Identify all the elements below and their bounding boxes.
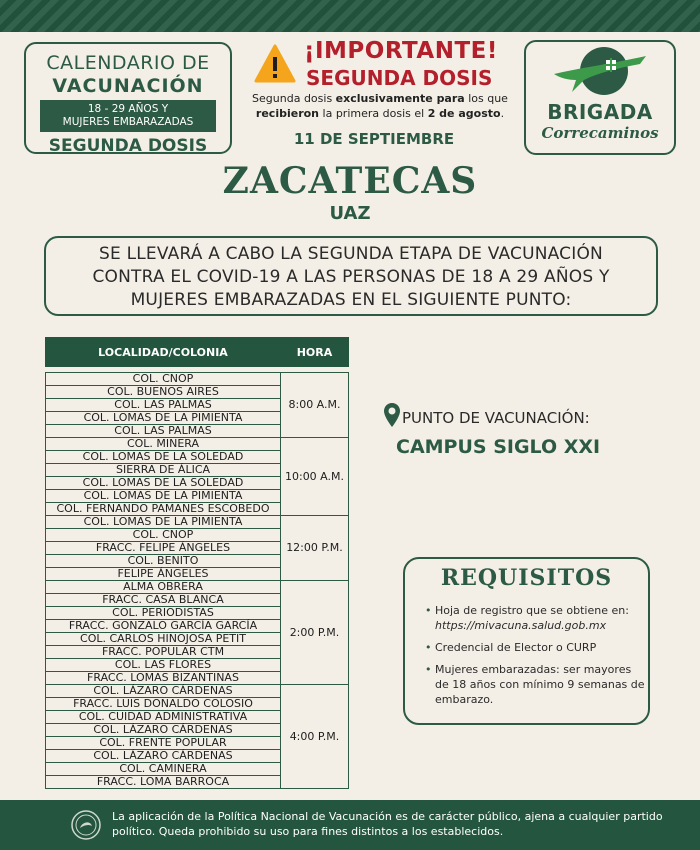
hour-cell: 10:00 A.M. — [281, 438, 349, 516]
top-decorative-band — [0, 0, 700, 32]
locality-cell: FRACC. LOMA BARROCA — [46, 776, 281, 789]
locality-cell: COL. FRENTE POPULAR — [46, 737, 281, 750]
locality-cell: COL. LAS PALMAS — [46, 399, 281, 412]
requirement-item: • Mujeres embarazadas: ser mayores de 18 años con mínimo 9 semanas de embarazo. — [425, 662, 647, 707]
locality-cell: COL. CNOP — [46, 529, 281, 542]
locality-cell: COL. LÁZARO CÁRDENAS — [46, 685, 281, 698]
brigada-subtitle: Correcaminos — [541, 124, 659, 142]
warning-icon — [254, 44, 296, 84]
requirement-item — [425, 603, 647, 633]
locality-cell: COL. CUIDAD ADMINISTRATIVA — [46, 711, 281, 724]
locality-cell: COL. BUENOS AIRES — [46, 386, 281, 399]
desc-bold: 2 de agosto — [427, 107, 501, 120]
calendar-age-band — [40, 100, 216, 132]
requirement-item: • Credencial de Elector o CURP — [425, 640, 647, 655]
desc-bold: exclusivamente para — [335, 92, 465, 105]
calendar-band-line1: 18 - 29 AÑOS Y — [87, 103, 169, 115]
table-row — [46, 516, 349, 529]
calendar-band-line2: MUJERES EMBARAZADAS — [62, 116, 194, 128]
locality-cell: COL. LAS FLORES — [46, 659, 281, 672]
locality-cell: FRACC. LOMAS BIZANTINAS — [46, 672, 281, 685]
locality-cell: SIERRA DE ÁLICA — [46, 464, 281, 477]
hour-column-header: HORA — [281, 338, 349, 367]
locality-cell: COL. LAS PALMAS — [46, 425, 281, 438]
campus-short-name: UAZ — [329, 203, 371, 224]
brigada-badge — [524, 40, 676, 155]
table-row — [46, 438, 349, 451]
desc-part: la primera dosis el — [319, 107, 428, 120]
locality-cell: COL. LOMAS DE LA PIMIENTA — [46, 490, 281, 503]
footer-legal-text: La aplicación de la Política Nacional de Vacunación es de carácter público, ajena a cualquier partido político. Queda prohibido su uso para fines distintos a los establecidos. — [112, 810, 663, 838]
table-row — [46, 373, 349, 386]
locality-cell: FELIPE ÁNGELES — [46, 568, 281, 581]
requirements-title: REQUISITOS — [440, 565, 613, 591]
mexico-seal-icon — [71, 810, 101, 840]
locality-cell: FRACC. FELIPE ÁNGELES — [46, 542, 281, 555]
important-description — [242, 91, 518, 121]
calendar-badge — [24, 42, 232, 154]
desc-bold: recibieron — [255, 107, 320, 120]
vaccination-date: 11 DE SEPTIEMBRE — [293, 130, 455, 148]
locality-cell: FRACC. GONZALO GARCÍA GARCÍA — [46, 620, 281, 633]
desc-part: los que — [464, 92, 508, 105]
schedule-table — [45, 337, 349, 789]
hour-cell: 2:00 P.M. — [281, 581, 349, 685]
roadrunner-logo — [550, 44, 650, 100]
calendar-dose-label: SEGUNDA DOSIS — [48, 136, 208, 156]
location-pin-icon — [383, 402, 401, 428]
announcement-line3: MUJERES EMBARAZADAS EN EL SIGUIENTE PUNTO: — [130, 290, 572, 310]
requirements-list — [425, 603, 647, 714]
locality-cell: FRACC. LUIS DONALDO COLOSIO — [46, 698, 281, 711]
hour-cell: 8:00 A.M. — [281, 373, 349, 438]
announcement-line1: SE LLEVARÁ A CABO LA SEGUNDA ETAPA DE VACUNACIÓN — [99, 244, 603, 264]
desc-part: Segunda dosis — [252, 92, 336, 105]
important-subtitle: SEGUNDA DOSIS — [306, 66, 493, 90]
locality-cell: COL. LÁZARO CÁRDENAS — [46, 724, 281, 737]
state-name: ZACATECAS — [222, 160, 478, 202]
locality-cell: ALMA OBRERA — [46, 581, 281, 594]
table-row — [46, 581, 349, 594]
locality-cell: COL. PERIODISTAS — [46, 607, 281, 620]
hour-cell: 12:00 P.M. — [281, 516, 349, 581]
brigada-title: BRIGADA — [547, 100, 653, 124]
locality-cell: COL. CARLOS HINOJOSA PETIT — [46, 633, 281, 646]
locality-cell: COL. LOMAS DE LA SOLEDAD — [46, 451, 281, 464]
vaccination-point-label: PUNTO DE VACUNACIÓN: — [402, 409, 590, 427]
requirement-text: Hoja de registro que se obtiene en: — [435, 604, 629, 617]
locality-cell: COL. LOMAS DE LA PIMIENTA — [46, 516, 281, 529]
locality-cell: COL. CNOP — [46, 373, 281, 386]
desc-part: . — [500, 107, 505, 120]
locality-cell: COL. LOMAS DE LA PIMIENTA — [46, 412, 281, 425]
important-title: ¡IMPORTANTE! — [304, 38, 498, 64]
locality-cell: COL. LOMAS DE LA SOLEDAD — [46, 477, 281, 490]
locality-cell: COL. BENITO — [46, 555, 281, 568]
locality-cell: COL. CAMINERA — [46, 763, 281, 776]
calendar-title-line2: VACUNACIÓN — [52, 75, 204, 97]
locality-cell: FRACC. CASA BLANCA — [46, 594, 281, 607]
locality-column-header: LOCALIDAD/COLONIA — [46, 338, 281, 367]
vaccination-point-value: CAMPUS SIGLO XXI — [396, 436, 601, 458]
locality-cell: COL. FERNANDO PAMANES ESCOBEDO — [46, 503, 281, 516]
schedule-body — [46, 367, 349, 789]
locality-cell: FRACC. POPULAR CTM — [46, 646, 281, 659]
calendar-title-line1: CALENDARIO DE — [46, 52, 210, 74]
locality-cell: COL. MINERA — [46, 438, 281, 451]
locality-cell: COL. LÁZARO CÁRDENAS — [46, 750, 281, 763]
announcement-line2: CONTRA EL COVID-19 A LAS PERSONAS DE 18 A 29 AÑOS Y — [92, 267, 610, 287]
registration-url[interactable]: https://mivacuna.salud.gob.mx — [435, 619, 607, 632]
requirements-box — [403, 557, 650, 725]
schedule-header-row — [46, 338, 349, 367]
table-row — [46, 685, 349, 698]
announcement-box — [44, 236, 658, 316]
hour-cell: 4:00 P.M. — [281, 685, 349, 789]
